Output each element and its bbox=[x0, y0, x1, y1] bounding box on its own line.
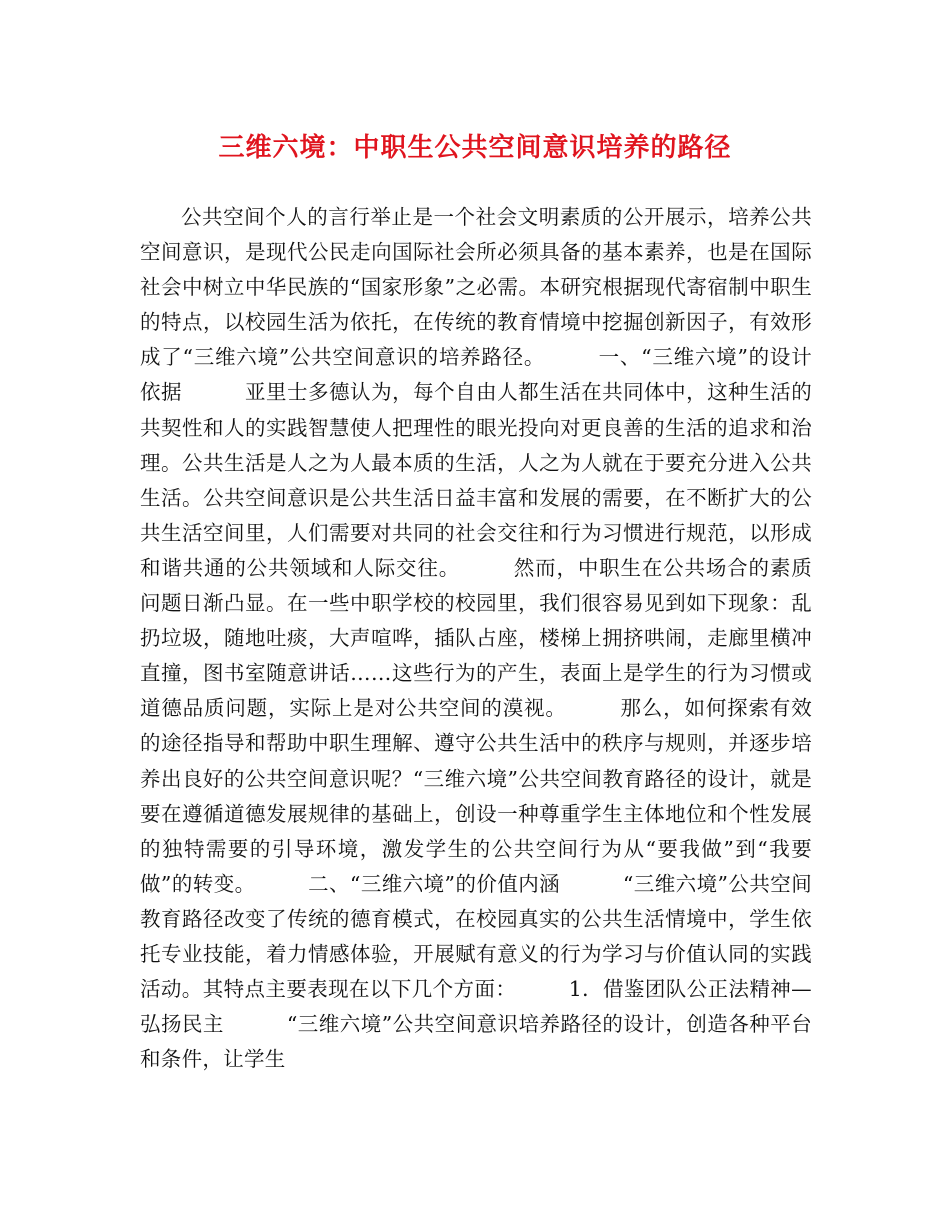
document-title: 三维六境：中职生公共空间意识培养的路径 bbox=[218, 133, 732, 163]
document-body: 公共空间个人的言行举止是一个社会文明素质的公开展示，培养公共空间意识，是现代公民走向国际社会所必须具备的基本素养，也是在国际社会中树立中华民族的“国家形象”之必需。本研究根据现代寄宿制中职生的特点，以校园生活为依托，在传统的教育情境中挖掘创新因子，有效形成了“三维六境”公共空间意识的培养路径。 一、“三维六境”的设计依据 亚里士多德认为，每个自由人都生活在共同体中，这种生活的共契性和人的实践智慧使人把理性的眼光投向对更良善的生活的追求和治理。公共生活是人之为人最本质的生活，人之为人就在于要充分进入公共生活。公共空间意识是公共生活日益丰富和发展的需要，在不断扩大的公共生活空间里，人们需要对共同的社会交往和行为习惯进行规范，以形成和谐共通的公共领域和人际交往。 然而，中职生在公共场合的素质问题日渐凸显。在一些中职学校的校园里，我们很容易见到如下现象：乱扔垃圾，随地吐痰，大声喧哗，插队占座，楼梯上拥挤哄闹，走廊里横冲直撞，图书室随意讲话……这些行为的产生，表面上是学生的行为习惯或道德品质问题，实际上是对公共空间的漠视。 那么，如何探索有效的途径指导和帮助中职生理解、遵守公共生活中的秩序与规则，并逐步培养出良好的公共空间意识呢？“三维六境”公共空间教育路径的设计，就是要在遵循道德发展规律的基础上，创设一种尊重学生主体地位和个性发展的独特需要的引导环境，激发学生的公共空间行为从“要我做”到“我要做”的转变。 二、“三维六境”的价值内涵 “三维六境”公共空间教育路径改变了传统的德育模式，在校园真实的公共生活情境中，学生依托专业技能，着力情感体验，开展赋有意义的行为学习与价值认同的实践活动。其特点主要表现在以下几个方面： 1．借鉴团队公正法精神—弘扬民主 “三维六境”公共空间意识培养路径的设计，创造各种平台和条件，让学生 bbox=[140, 205, 812, 1072]
